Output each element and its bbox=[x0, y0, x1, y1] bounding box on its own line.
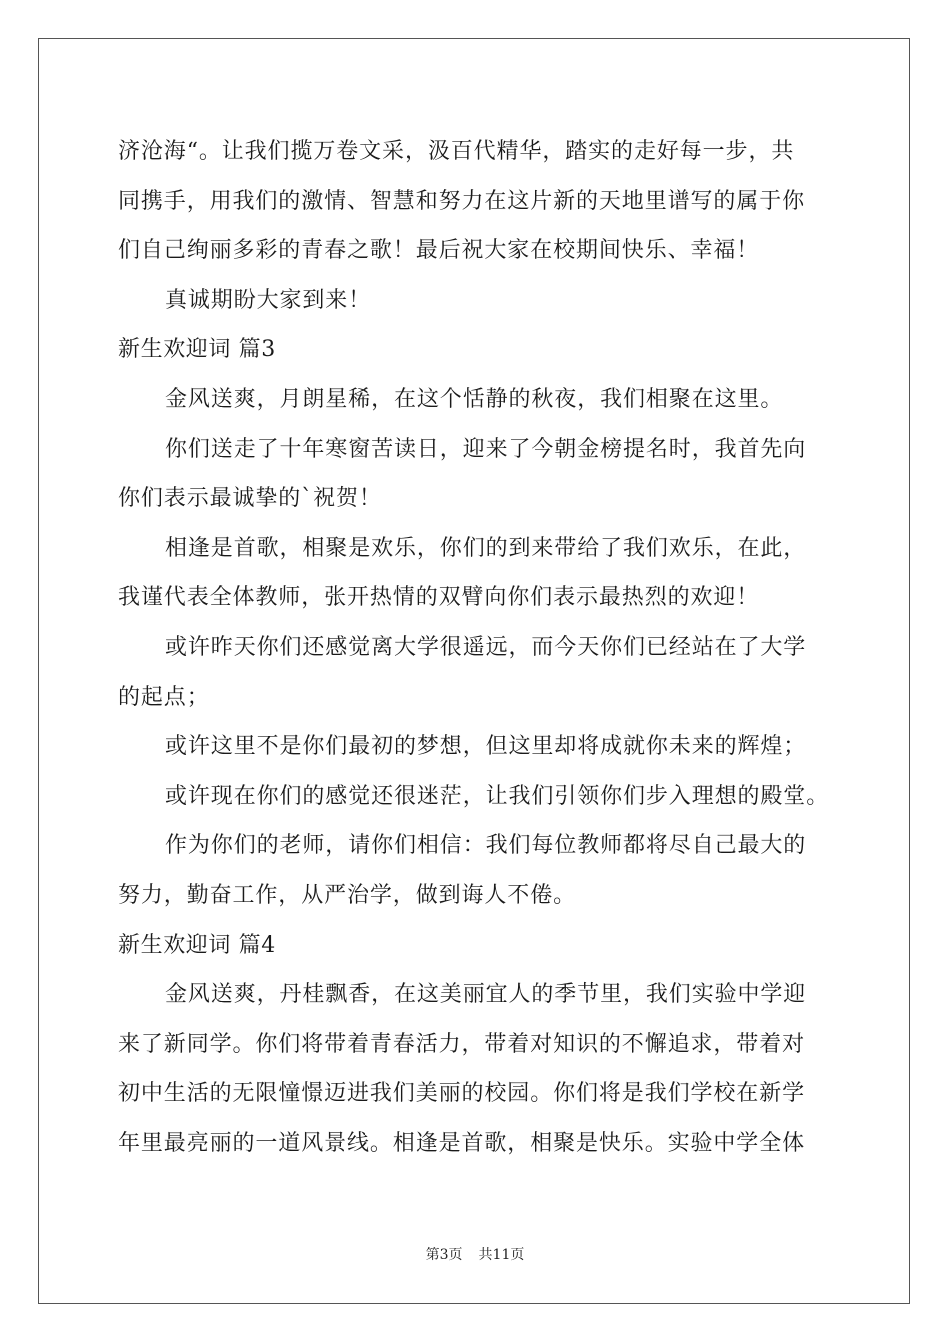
text-line: 来了新同学。你们将带着青春活力，带着对知识的不懈追求，带着对 bbox=[118, 1031, 806, 1057]
text-line: 或许昨天你们还感觉离大学很遥远，而今天你们已经站在了大学 bbox=[165, 634, 807, 660]
text-line: 年里最亮丽的一道风景线。相逢是首歌，相聚是快乐。实验中学全体 bbox=[118, 1130, 806, 1156]
text-line: 或许现在你们的感觉还很迷茫，让我们引领你们步入理想的殿堂。 bbox=[165, 783, 830, 809]
text-line: 济沧海“。让我们揽万卷文采，汲百代精华，踏实的走好每一步，共 bbox=[118, 139, 795, 164]
text-line: 的起点； bbox=[118, 684, 210, 710]
section-heading: 新生欢迎词 篇3 bbox=[118, 337, 276, 363]
text-line: 金风送爽，丹桂飘香，在这美丽宜人的季节里，我们实验中学迎 bbox=[165, 982, 807, 1008]
section-heading: 新生欢迎词 篇4 bbox=[118, 932, 276, 958]
text-line: 初中生活的无限憧憬迈进我们美丽的校园。你们将是我们学校在新学 bbox=[118, 1081, 806, 1107]
text-line: 你们送走了十年寒窗苦读日，迎来了今朝金榜提名时，我首先向 bbox=[165, 436, 807, 462]
text-line: 相逢是首歌，相聚是欢乐，你们的到来带给了我们欢乐，在此， bbox=[165, 535, 807, 561]
text-line: 们自己绚丽多彩的青春之歌！最后祝大家在校期间快乐、幸福！ bbox=[118, 238, 760, 264]
text-line: 或许这里不是你们最初的梦想，但这里却将成就你未来的辉煌； bbox=[165, 734, 807, 760]
text-line: 真诚期盼大家到来！ bbox=[165, 287, 372, 313]
text-line: 你们表示最诚挚的`祝贺！ bbox=[118, 486, 382, 512]
document-body bbox=[118, 127, 838, 1168]
text-line: 努力，勤奋工作，从严治学，做到诲人不倦。 bbox=[118, 882, 577, 908]
text-line: 作为你们的老师，请你们相信：我们每位教师都将尽自己最大的 bbox=[165, 833, 807, 859]
page-total: 共11页 bbox=[478, 1247, 525, 1263]
text-line: 金风送爽，月朗星稀，在这个恬静的秋夜，我们相聚在这里。 bbox=[165, 386, 784, 412]
text-line: 我谨代表全体教师，张开热情的双臂向你们表示最热烈的欢迎！ bbox=[118, 585, 760, 611]
page-footer bbox=[0, 1244, 950, 1264]
page-number: 第3页 bbox=[425, 1247, 463, 1263]
text-line: 同携手，用我们的激情、智慧和努力在这片新的天地里谱写的属于你 bbox=[118, 188, 806, 214]
